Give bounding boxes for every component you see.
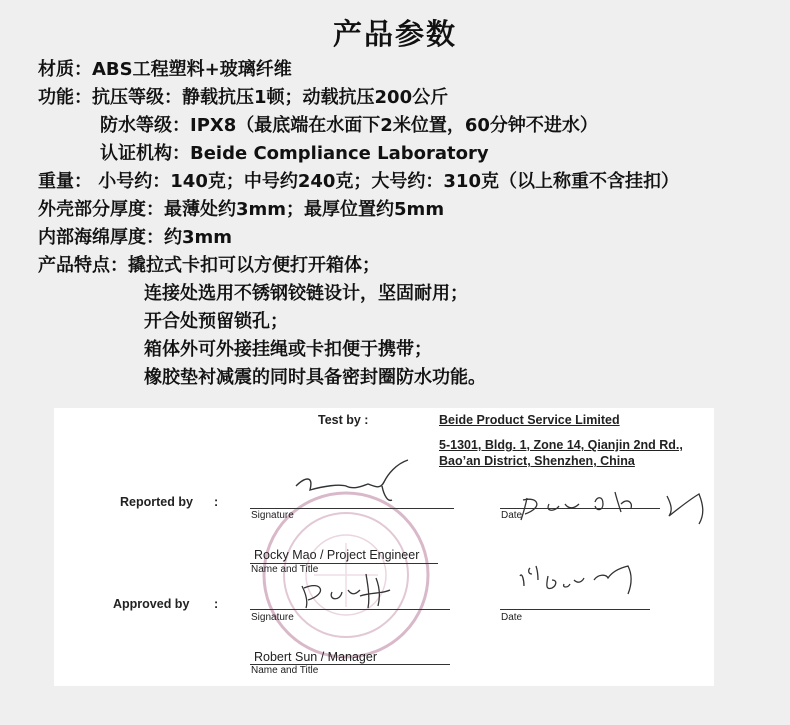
spec-features-5: 橡胶垫衬减震的同时具备密封圈防水功能。 (144, 367, 486, 388)
spec-features-3: 开合处预留锁孔； (144, 311, 288, 332)
company-name: Beide Product Service Limited (439, 413, 620, 427)
spec-sponge-thickness: 内部海绵厚度：约3mm (38, 227, 233, 248)
reported-by-label: Reported by (120, 495, 193, 509)
approver-signature-icon (286, 566, 406, 612)
approved-by-label: Approved by (113, 597, 190, 611)
spec-features-2: 连接处选用不锈钢铰链设计，坚固耐用； (144, 283, 468, 304)
spec-function-waterproof: 防水等级：IPX8（最底端在水面下2米位置，60分钟不进水） (100, 115, 598, 136)
spec-features-4: 箱体外可外接挂绳或卡扣便于携带； (144, 339, 432, 360)
approver-name-title: Robert Sun / Manager (254, 650, 377, 664)
reporter-name-caption: Name and Title (251, 564, 319, 575)
spec-shell-thickness: 外壳部分厚度：最薄处约3mm；最厚位置约5mm (38, 199, 445, 220)
reported-by-colon: : (214, 495, 219, 509)
approver-date-handwriting-icon (512, 550, 662, 606)
reporter-signature-caption: Signature (251, 510, 294, 521)
reporter-date-caption: Date (501, 510, 523, 521)
reporter-signature-icon (284, 456, 414, 508)
reporter-signature-line (250, 508, 454, 509)
reporter-name-title: Rocky Mao / Project Engineer (254, 548, 420, 562)
approver-name-caption: Name and Title (251, 665, 319, 676)
spec-function-compression: 功能：抗压等级：静载抗压1顿；动载抗压200公斤 (38, 87, 449, 108)
reporter-date-handwriting-icon (499, 478, 714, 533)
spec-features-1: 产品特点：撬拉式卡扣可以方便打开箱体； (38, 255, 380, 276)
approved-by-colon: : (214, 597, 219, 611)
page-title: 产品参数 (332, 17, 457, 51)
approver-date-caption: Date (501, 612, 523, 623)
approver-signature-caption: Signature (251, 612, 294, 623)
test-by-label: Test by : (318, 413, 369, 427)
approver-signature-line (250, 609, 450, 610)
address-line-1: 5-1301, Bldg. 1, Zone 14, Qianjin 2nd Rd., (439, 438, 683, 452)
spec-weight: 重量： 小号约：140克；中号约240克；大号约：310克（以上称重不含挂扣） (38, 171, 679, 192)
reporter-date-line (500, 508, 660, 509)
address-line-2: Bao’an District, Shenzhen, China (439, 454, 635, 468)
approver-date-line (500, 609, 650, 610)
spec-material: 材质：ABS工程塑料+玻璃纤维 (38, 59, 292, 80)
certificate-panel (54, 408, 714, 686)
spec-function-certification: 认证机构：Beide Compliance Laboratory (100, 143, 489, 164)
